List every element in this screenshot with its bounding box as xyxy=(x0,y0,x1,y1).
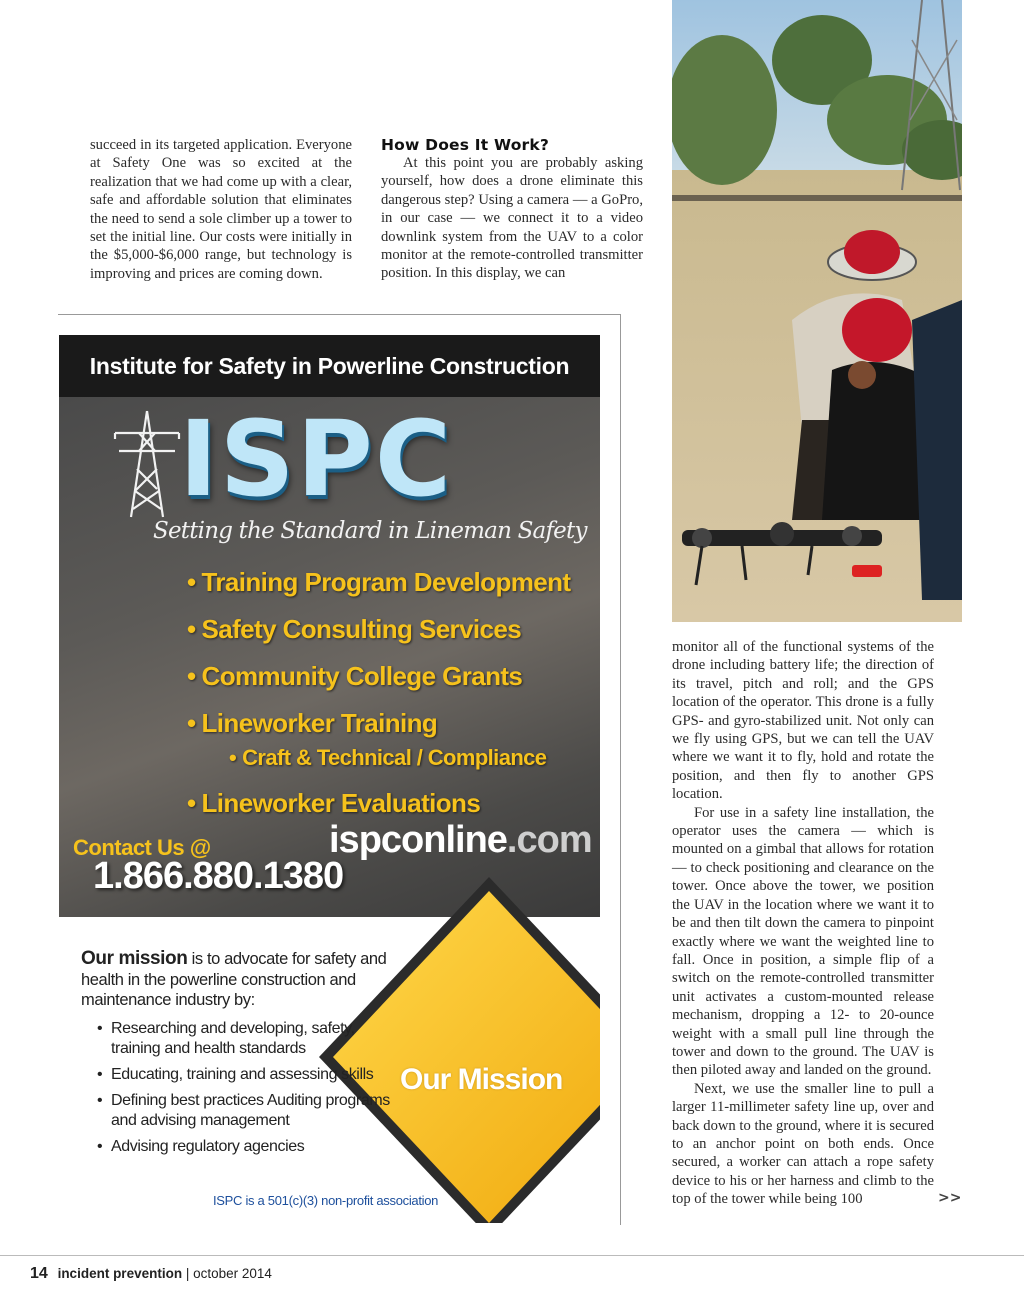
mission-item: • Researching and developing, safety, training and health standards xyxy=(97,1019,397,1059)
section-heading: How Does It Work? xyxy=(381,136,550,154)
service-item: • Lineworker Training xyxy=(187,708,438,738)
mission-item: • Defining best practices Auditing programs and advising management xyxy=(97,1091,397,1131)
footer-separator: | xyxy=(185,1266,190,1281)
mission-list xyxy=(97,1019,397,1163)
phone-number[interactable]: 1.866.880.1380 xyxy=(93,855,344,897)
drone-team-photo xyxy=(672,0,962,622)
article-paragraph: At this point you are probably asking yourself, how does a drone eliminate this dangerous step? Using a camera — a GoPro, in our case — we connect it to a video downlink system from the UAV to a color monitor at the remote-controlled transmitter position. In this display, we can xyxy=(381,155,643,282)
page-footer xyxy=(30,1265,272,1283)
contact-label: Contact Us @ xyxy=(73,835,211,860)
mission-item: • Advising regulatory agencies xyxy=(97,1137,397,1157)
service-item: • Community College Grants xyxy=(187,661,523,691)
continued-arrow-icon: >> xyxy=(938,1190,962,1206)
ispc-tagline: Setting the Standard in Lineman Safety xyxy=(153,518,587,544)
transmission-tower-icon xyxy=(111,409,183,519)
page-number: 14 xyxy=(30,1265,48,1282)
service-subitem: • Craft & Technical / Compliance xyxy=(229,745,547,770)
service-item: • Lineworker Evaluations xyxy=(187,788,481,818)
article-paragraph: Next, we use the smaller line to pull a larger 11-millimeter safety line up, over and back down to the ground, where it is secured to an anchor point on both ends. Once secured, a worker can attach a rope safety device to his or her harness and climb to the top of the tower while being 100 xyxy=(672,1080,934,1208)
magazine-name: incident prevention xyxy=(57,1266,183,1281)
service-item: • Training Program Development xyxy=(187,567,571,597)
nonprofit-note: ISPC is a 501(c)(3) non-profit association xyxy=(213,1193,439,1208)
mission-item: • Educating, training and assessing skills xyxy=(97,1065,397,1085)
article-column-left xyxy=(90,136,352,283)
article-column-middle xyxy=(381,136,643,283)
article-paragraph: succeed in its targeted application. Everyone at Safety One was so excited at the realization that we had come up with a clear, safe and affordable solution that eliminates the need to send a sole climber up a tower to set the initial line. Our costs were initially in the $5,000-$6,000 range, but technology is improving and prices are coming down. xyxy=(90,137,352,282)
article-paragraph: For use in a safety line installation, the operator uses the camera — which is mounted on a gimbal that allows for rotation — to check positioning and clearance on the tower. Once above the tower, we position the UAV in the location where we want it to be and then tilt down the camera to pinpoint exactly where we want the weighted line to fall. Once in position, a simple flip of a switch on the remote-controlled transmitter unit activates a custom-mounted release mechanism, dropping a 12- to 20-ounce weight with a small pull line through the tower and down to the ground. The UAV is then piloted away and landed on the ground. xyxy=(672,804,934,1079)
ad-website-link[interactable]: ispconline.com xyxy=(329,819,592,861)
article-column-right xyxy=(672,638,934,1209)
our-mission-sign-text: Our Mission xyxy=(400,1063,563,1096)
footer-divider xyxy=(0,1255,1024,1256)
issue-date: october 2014 xyxy=(193,1266,272,1281)
ispc-logo: ISPC xyxy=(179,399,454,521)
article-paragraph: monitor all of the functional systems of the drone including battery life; the direction of its travel, pitch and roll; and the GPS location of the operator. This drone is a fully GPS- and gyro-stabilized unit. Not only can we fly using GPS, but we can tell the UAV where we want it to fly, hold and rotate the position, and then fly to another GPS location. xyxy=(672,639,934,803)
ispc-advertisement[interactable] xyxy=(59,335,600,1223)
mission-statement: Our mission is to advocate for safety and health in the powerline construction and maintenance industry by: xyxy=(81,948,387,1009)
service-item: • Safety Consulting Services xyxy=(187,614,522,644)
ad-header: Institute for Safety in Powerline Construction xyxy=(59,335,600,397)
